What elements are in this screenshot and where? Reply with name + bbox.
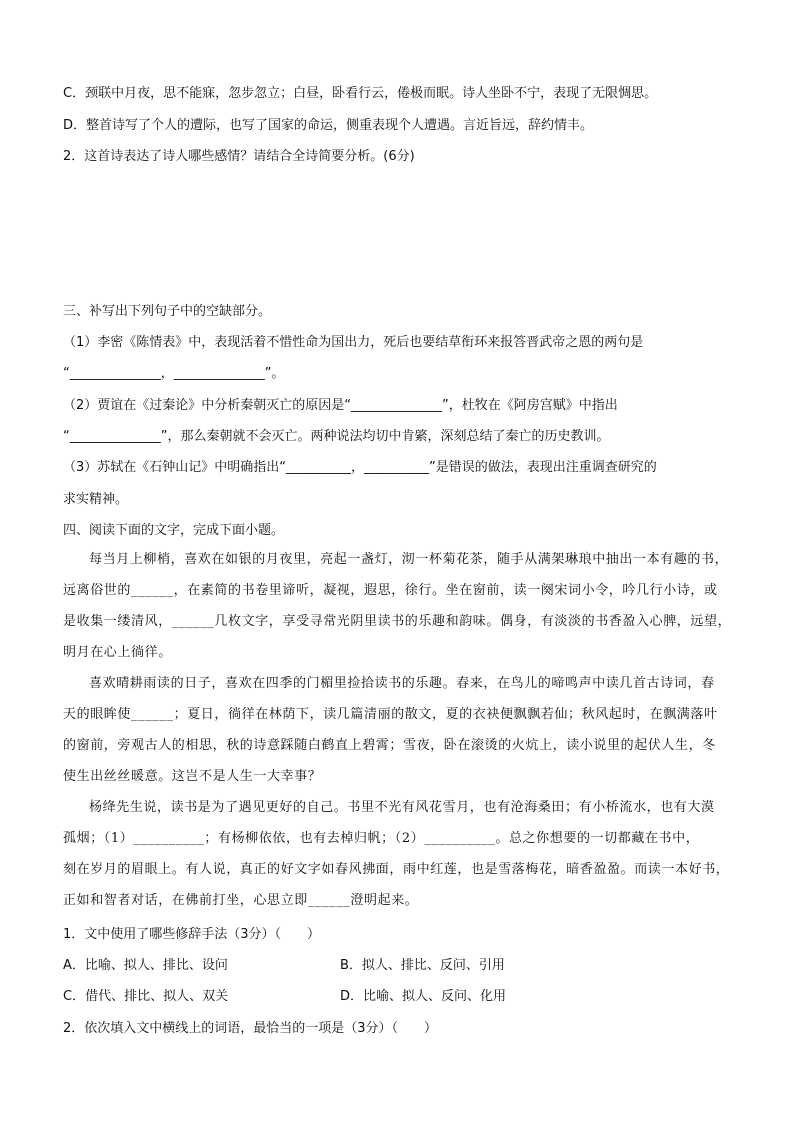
- fill-blank-1-answer: “______________，______________”。: [63, 366, 285, 381]
- passage-line: 天的眼眸使______；夏日，徜徉在林荫下，读几篇清丽的散文，夏的衣袂便飘飘若仙；秋风起时，在飘满落叶: [63, 707, 718, 722]
- section-3-heading: 三、补写出下列句子中的空缺部分。: [63, 304, 272, 319]
- option-c: C．借代、排比、拟人、双关: [63, 989, 229, 1004]
- fill-blank-3-cont: 求实精神。: [63, 492, 129, 507]
- passage-line: 明月在心上徜徉。: [63, 645, 172, 660]
- fill-blank-2-text: （2）贾谊在《过秦论》中分析秦朝灭亡的原因是“______________”，杜牧在《阿房宫赋》中指出: [63, 398, 618, 413]
- question-2-text: 2．这首诗表达了诗人哪些感情？请结合全诗简要分析。(6分): [63, 149, 415, 164]
- passage-line: 杨绛先生说，读书是为了遇见更好的自己。书里不光有风花雪月，也有沧海桑田；有小桥流水，也有大漠: [89, 800, 715, 815]
- option-c-text: C．颈联中月夜，思不能寐，忽步忽立；白昼，卧看行云，倦极而眠。诗人坐卧不宁，表现了无限惆思。: [63, 86, 658, 101]
- question-2-fill-text: 2．依次填入文中横线上的词语，最恰当的一项是（3分）（ ）: [63, 1021, 438, 1036]
- passage-line: 刻在岁月的眉眼上。有人说，真正的好文字如春风拂面，雨中红莲，也是雪落梅花，暗香盈盈。而读一本好书，: [63, 862, 730, 877]
- fill-blank-1-text: （1）李密《陈情表》中，表现活着不惜性命为国出力，死后也要结草衔环来报答晋武帝之恩的两句是: [63, 335, 644, 350]
- passage-line: 孤烟；（1）__________；有杨柳依依，也有去棹归帆；（2）__________。总之你想要的一切都藏在书中，: [63, 831, 700, 846]
- passage-line: 每当月上柳梢，喜欢在如银的月夜里，亮起一盏灯，沏一杯菊花茶，随手从满架琳琅中抽出一本有趣的书，: [89, 552, 729, 567]
- fill-blank-2-cont: “______________”，那么秦朝就不会灭亡。两种说法均切中肯綮，深刻总结了秦亡的历史教训。: [63, 429, 610, 444]
- question-1-text: 1．文中使用了哪些修辞手法（3分）（ ）: [63, 927, 321, 942]
- option-b: B．拟人、排比、反问、引用: [340, 958, 505, 973]
- option-a: A．比喻、拟人、排比、设问: [63, 958, 228, 973]
- fill-blank-3-text: （3）苏轼在《石钟山记》中明确指出“__________，__________”是错误的做法，表现出注重调查研究的: [63, 460, 657, 475]
- passage-line: 使生出丝丝暖意。这岂不是人生一大幸事？: [63, 769, 322, 784]
- passage-line: 远离俗世的______，在素简的书卷里谛听，凝视，遐思，徐行。坐在窗前，读一阕宋词小令，吟几行小诗，或: [63, 583, 718, 598]
- passage-line: 喜欢晴耕雨读的日子，喜欢在四季的门楣里捡拾读书的乐趣。春来，在鸟儿的啼鸣声中读几首古诗词，春: [89, 676, 715, 691]
- option-d: D．比喻、拟人、反问、化用: [340, 989, 507, 1004]
- passage-line: 正如和智者对话，在佛前打坐，心思立即______澄明起来。: [63, 893, 419, 908]
- passage-line: 的窗前，旁观古人的相思，秋的诗意踩随白鹤直上碧霄；雪夜，卧在滚烫的火炕上，读小说里的起伏人生，冬: [63, 738, 716, 753]
- passage-line: 是收集一缕清风，______几枚文字，享受寻常光阴里读书的乐趣和韵味。偶身，有淡淡的书香盈入心脾，远望，: [63, 614, 732, 629]
- option-d-text: D．整首诗写了个人的遭际，也写了国家的命运，侧重表现个人遭遇。言近旨远，辞约情丰。: [63, 118, 594, 133]
- section-4-heading: 四、阅读下面的文字，完成下面小题。: [63, 523, 285, 538]
